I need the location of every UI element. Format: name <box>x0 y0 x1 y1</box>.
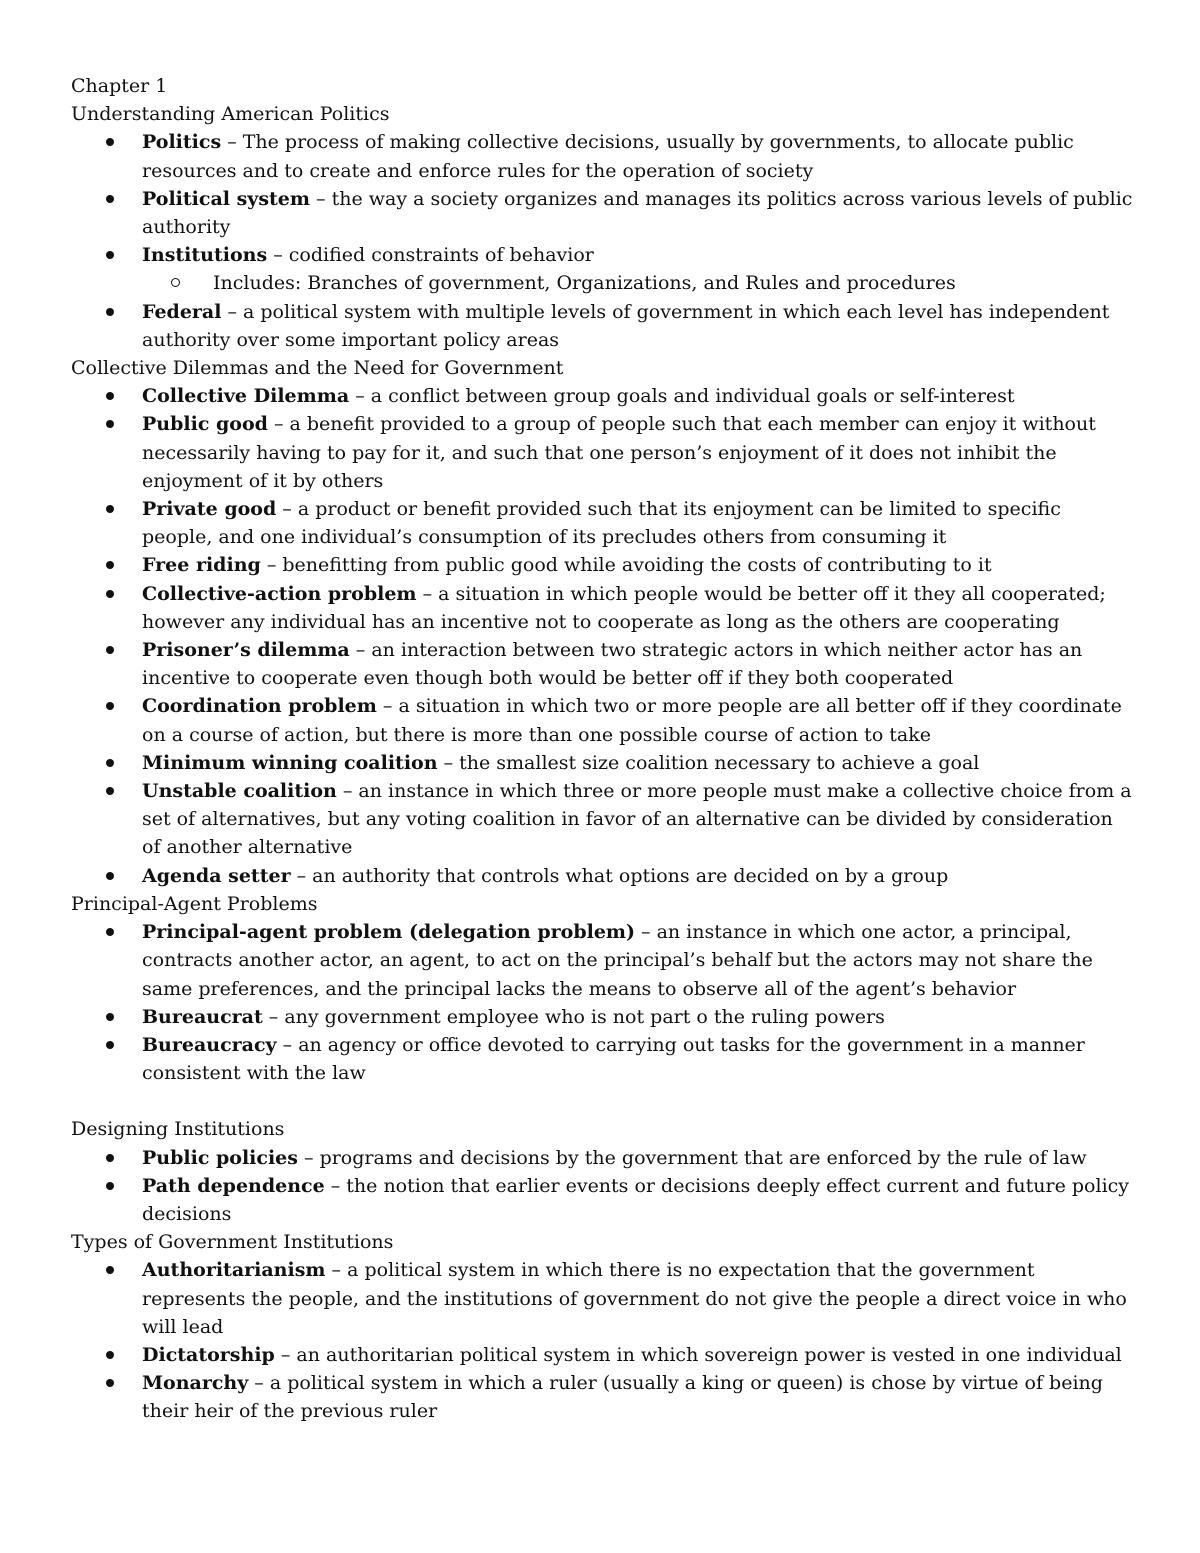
term-name: Principal-agent problem (delegation problem) <box>142 921 635 944</box>
list-item <box>71 1031 1133 1087</box>
term-name: Public policies <box>142 1146 298 1169</box>
term-definition: – the way a society organizes and manages its politics across various levels of public authority <box>142 187 1133 239</box>
term-name: Minimum winning coalition <box>142 751 438 774</box>
term-name: Private good <box>142 498 277 521</box>
document-page <box>71 72 1133 1426</box>
section-heading: Principal-Agent Problems <box>71 892 318 915</box>
term-list <box>71 382 1133 890</box>
term-definition: – a conflict between group goals and individual goals or self-interest <box>349 385 1015 408</box>
term-name: Path dependence <box>142 1174 325 1197</box>
term-name: Unstable coalition <box>142 780 337 803</box>
term-definition: – an interaction between two strategic actors in which neither actor has an incentive to cooperate even though both would be better off if they both cooperated <box>142 639 1083 690</box>
chapter-title: Chapter 1 <box>71 75 168 97</box>
list-item <box>71 128 1133 184</box>
list-item <box>71 862 1133 890</box>
list-item <box>71 636 1133 692</box>
term-list <box>71 1144 1133 1229</box>
list-item <box>71 1144 1133 1172</box>
term-name: Coordination problem <box>142 695 377 718</box>
term-name: Political system <box>142 187 310 210</box>
list-item <box>71 1003 1133 1031</box>
term-definition: – any government employee who is not part o the ruling powers <box>262 1005 885 1028</box>
term-definition: – codified constraints of behavior <box>267 244 594 267</box>
term-definition: – an authoritarian political system in which sovereign power is vested in one individual <box>274 1343 1122 1366</box>
list-item <box>71 918 1133 1003</box>
term-definition: – an instance in which three or more people must make a collective choice from a set of alternatives, but any voting coalition in favor of an alternative can be divided by consideration of another alternative <box>142 780 1132 859</box>
term-name: Institutions <box>142 244 268 267</box>
list-item <box>71 410 1133 495</box>
term-name: Federal <box>142 300 222 323</box>
blank-line <box>71 1087 1133 1115</box>
list-item <box>71 1256 1133 1341</box>
term-name: Bureaucrat <box>142 1005 263 1028</box>
term-name: Free riding <box>142 554 261 577</box>
term-definition: – a political system with multiple levels of government in which each level has independent authority over some important policy areas <box>142 300 1110 351</box>
term-definition: – a situation in which two or more people are all better off if they coordinate on a course of action, but there is more than one possible course of action to take <box>142 695 1122 746</box>
term-name: Authoritarianism <box>142 1259 326 1282</box>
term-definition: – a political system in which there is no expectation that the government represents the people, and the institutions of government do not give the people a direct voice in who will lead <box>142 1259 1127 1338</box>
list-item <box>71 241 1133 297</box>
term-definition: – programs and decisions by the government that are enforced by the rule of law <box>297 1146 1087 1169</box>
term-definition: – a situation in which people would be better off it they all cooperated; however any individual has an incentive not to cooperate as long as the others are cooperating <box>142 582 1106 633</box>
sub-list-item: Includes: Branches of government, Organizations, and Rules and procedures <box>142 269 1133 297</box>
list-item <box>71 749 1133 777</box>
term-list <box>71 128 1133 354</box>
term-definition: – a benefit provided to a group of people such that each member can enjoy it without necessarily having to pay for it, and such that one person’s enjoyment of it does not inhibit the enjoyment of it by others <box>142 413 1096 492</box>
list-item <box>71 298 1133 354</box>
term-definition: – The process of making collective decisions, usually by governments, to allocate public resources and to create and enforce rules for the operation of society <box>142 131 1074 182</box>
term-name: Agenda setter <box>142 864 291 887</box>
term-name: Dictatorship <box>142 1343 275 1366</box>
list-item <box>71 1369 1133 1425</box>
section-heading: Understanding American Politics <box>71 103 390 126</box>
term-name: Collective Dilemma <box>142 385 350 408</box>
term-definition: – benefitting from public good while avoiding the costs of contributing to it <box>260 554 992 577</box>
list-item <box>71 551 1133 579</box>
term-list <box>71 918 1133 1087</box>
term-definition: – the smallest size coalition necessary to achieve a goal <box>437 751 980 774</box>
term-name: Collective-action problem <box>142 582 417 605</box>
term-definition: – a political system in which a ruler (usually a king or queen) is chose by virtue of being their heir of the previous ruler <box>142 1372 1103 1423</box>
term-definition: – an agency or office devoted to carrying out tasks for the government in a manner consistent with the law <box>142 1033 1085 1085</box>
term-definition: – the notion that earlier events or decisions deeply effect current and future policy decisions <box>142 1174 1130 1225</box>
term-name: Bureaucracy <box>142 1033 277 1056</box>
term-list <box>71 1256 1133 1425</box>
term-definition: – an authority that controls what options are decided on by a group <box>290 864 949 887</box>
section-heading: Collective Dilemmas and the Need for Government <box>71 357 564 380</box>
list-item <box>71 692 1133 748</box>
list-item <box>71 1341 1133 1369</box>
list-item <box>71 1172 1133 1228</box>
term-name: Public good <box>142 413 268 436</box>
list-item <box>71 185 1133 241</box>
term-name: Politics <box>142 131 222 154</box>
list-item <box>71 580 1133 636</box>
sub-list <box>142 269 1133 297</box>
term-definition: – an instance in which one actor, a principal, contracts another actor, an agent, to act on the principal’s behalf but the actors may not share the same preferences, and the principal lacks the means to observe all of the agent’s behavior <box>142 921 1093 1000</box>
list-item <box>71 495 1133 551</box>
term-name: Monarchy <box>142 1372 249 1395</box>
list-item <box>71 777 1133 862</box>
term-definition: – a product or benefit provided such that its enjoyment can be limited to specific people, and one individual’s consumption of its precludes others from consuming it <box>142 498 1061 549</box>
section-heading: Designing Institutions <box>71 1118 285 1141</box>
list-item <box>71 382 1133 410</box>
term-name: Prisoner’s dilemma <box>142 639 350 662</box>
section-heading: Types of Government Institutions <box>71 1231 394 1254</box>
